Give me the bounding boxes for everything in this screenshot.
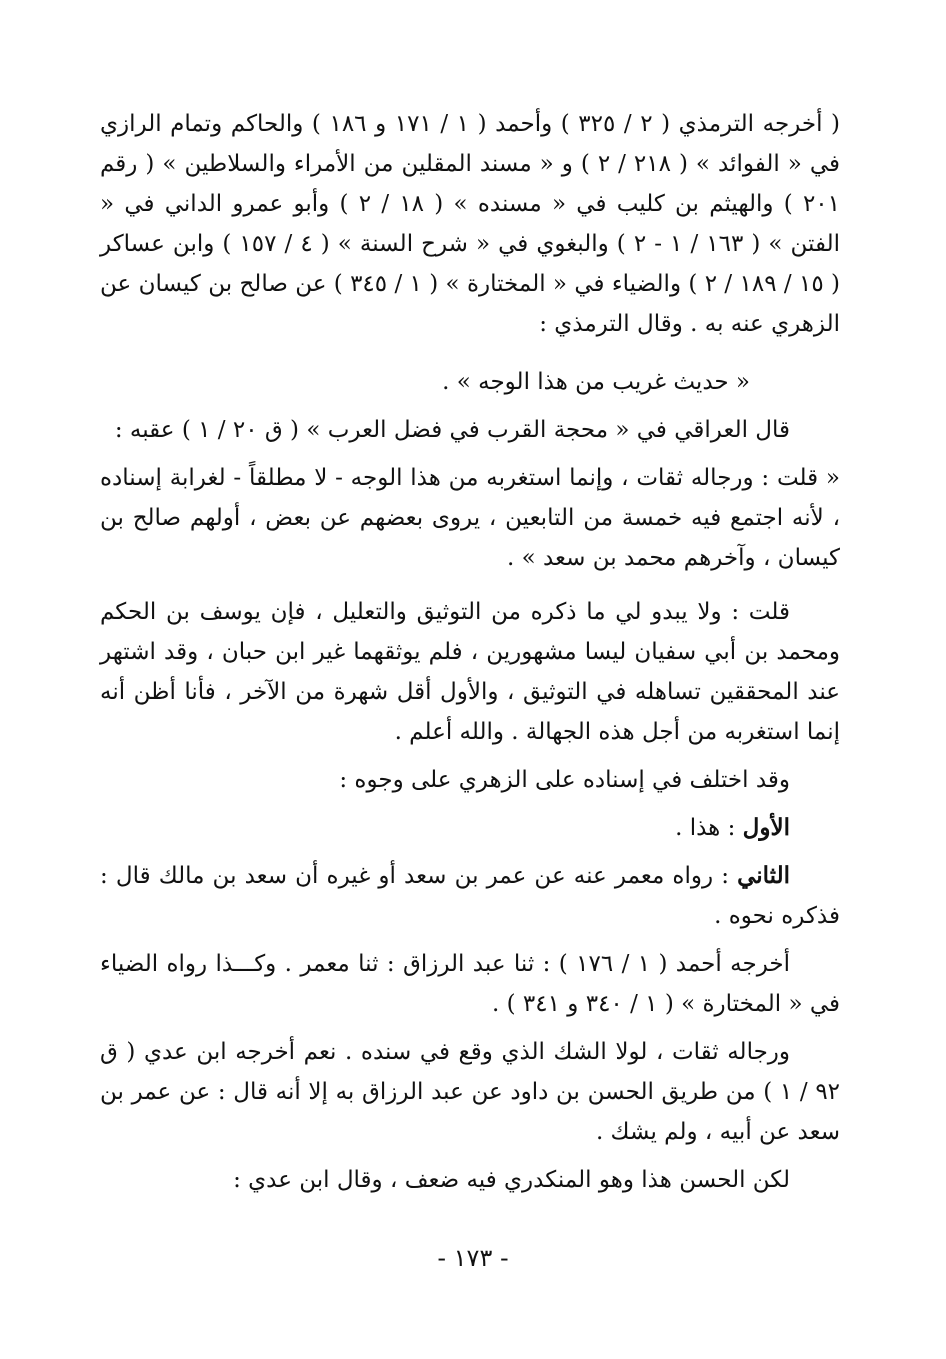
text-line: « حديث غريب من هذا الوجه » . xyxy=(442,369,750,395)
text-line: : رواه معمر عنه عن عمر بن سعد أو غيره أن سعد بن مالك xyxy=(158,863,738,889)
bold-lead: الثاني xyxy=(737,862,790,889)
paragraph-ahmad xyxy=(100,944,840,1024)
text-line: رواه الضياء في « المختارة » ( ١ / ٣٤٠ و ٣٤١ ) . xyxy=(100,951,840,1017)
paragraph-second-way xyxy=(100,856,840,936)
text-line: ( ١٥ / ١٨٩ / ٢ ) والضياء في « المختارة » ( ١ / ٣٤٥ ) عن صالح بن كيسان xyxy=(138,271,840,297)
text-line: ورجاله ثقات ، لولا الشك الذي وقع في سنده . نعم أخرجه ابن عدي xyxy=(143,1039,791,1065)
text-line: لكن الحسن هذا وهو المنكدري فيه ضعف ، وقال ابن عدي : xyxy=(233,1167,790,1193)
text-line: ( ١٦٣ / ١ - ٢ ) والبغوي في « شرح السنة » ( ٤ / ١٥٧ ) وابن عساكر xyxy=(100,231,761,257)
page-body xyxy=(100,104,840,1200)
text-line: ( رقم ٢٠١ ) والهيثم بن كليب في « مسنده » ( ١٨ / ٢ ) وأبو عمرو الداني في « الفتن » xyxy=(100,151,841,257)
page-number: - ١٧٣ - xyxy=(437,1244,509,1272)
text-line: ( أخرجه الترمذي ( ٢ / ٣٢٥ ) وأحمد ( ١ / ١٧١ و ١٨٦ ) والحاكم xyxy=(230,111,840,137)
text-line: لغرابة إسناده ، لأنه اجتمع فيه خمسة من التابعين ، يروى بعضهم عن بعض ، xyxy=(100,465,840,531)
text-line: ( ق ٩٢ / ١ ) من طريق الحسن بن داود عن عبد الرزاق به إلا أنه قال : xyxy=(100,1039,841,1105)
paragraph-hasan xyxy=(100,1160,840,1200)
text-line: ومحمد بن أبي سفيان ليسا مشهورين ، فلم يوثقهما غير ابن حبان ، وقد اشتهر عند xyxy=(100,639,840,705)
paragraph-tirmidhi-quote xyxy=(100,362,840,402)
paragraph-takhrij xyxy=(100,104,840,344)
text-line: استغربه من أجل هذه الجهالة . والله أعلم . xyxy=(394,719,800,745)
text-line: وتمام الرازي في « الفوائد » ( ٢١٨ / ٢ ) و « مسند المقلين من الأمراء والسلاطين » xyxy=(100,111,840,177)
text-line: المحققين تساهله في التوثيق ، والأول أقل شهرة من الآخر ، فأنا أظن أنه إنما xyxy=(100,679,840,745)
bold-lead: الأول xyxy=(742,814,790,841)
paragraph-rijal xyxy=(100,1032,840,1152)
text-line: عن الزهري عنه به . وقال الترمذي : xyxy=(100,271,840,337)
text-line: قال العراقي في « محجة القرب في فضل العرب » ( ق ٢٠ / ١ ) عقبه : xyxy=(114,417,790,443)
text-line: عن عمر بن سعد عن أبيه ، ولم يشك . xyxy=(100,1079,840,1145)
text-line: : هذا . xyxy=(675,815,743,841)
paragraph-iraqi-quote xyxy=(100,458,840,578)
text-line: « قلت : ورجاله ثقات ، وإنما استغربه من هذا الوجه - لا مطلقاً - xyxy=(233,465,840,491)
text-line: أخرجه أحمد ( ١ / ١٧٦ ) : ثنا عبد الرزاق : ثنا معمر . وكـــذا xyxy=(215,951,791,977)
text-line: قال : فذكره نحوه . xyxy=(100,863,840,929)
text-line: أولهم صالح بن كيسان ، وآخرهم محمد بن سعد » . xyxy=(100,505,840,571)
text-line: وقد اختلف في إسناده على الزهري على وجوه : xyxy=(339,767,790,793)
paragraph-iraqi xyxy=(100,410,840,450)
paragraph-ikhtilaf xyxy=(100,760,840,800)
text-line: قلت : ولا يبدو لي ما ذكره من التوثيق والتعليل ، فإن يوسف بن الحكم xyxy=(100,599,790,625)
paragraph-author-comment xyxy=(100,592,840,752)
paragraph-first-way xyxy=(100,808,840,848)
